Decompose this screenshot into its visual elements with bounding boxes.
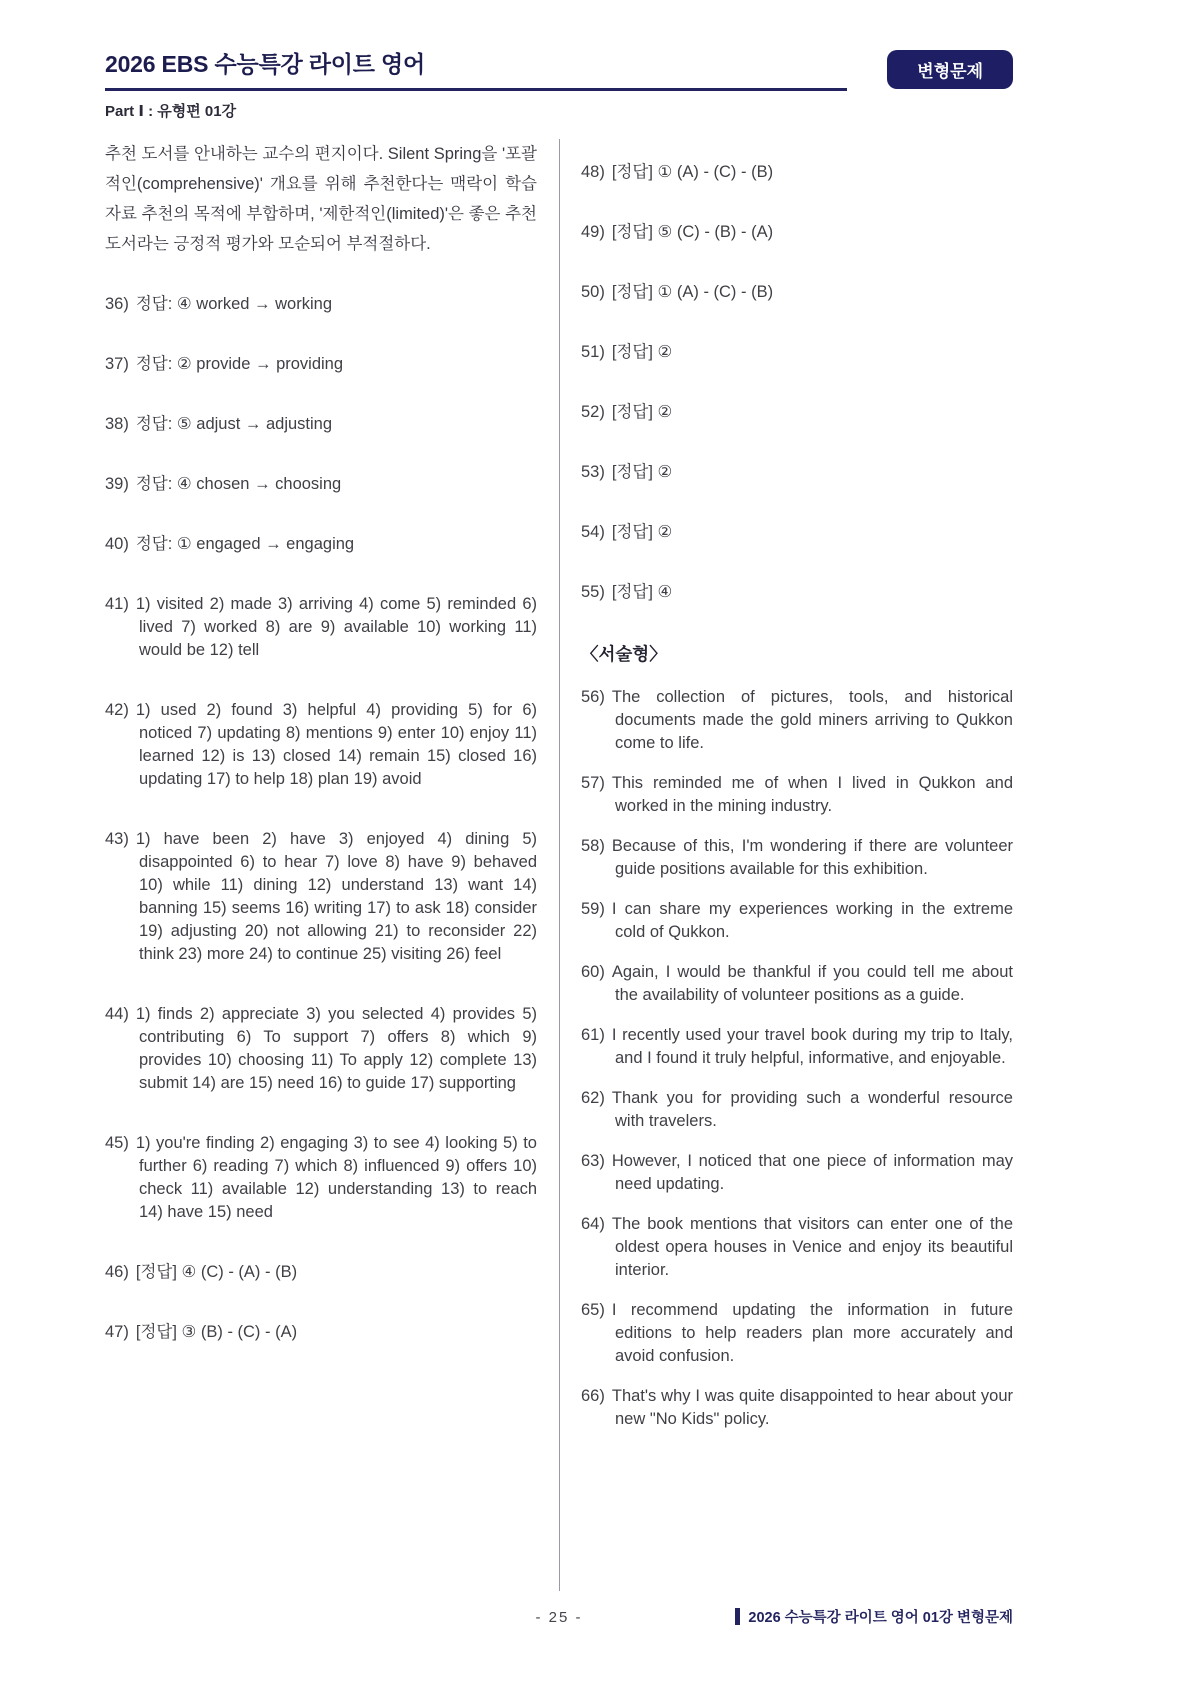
answer-text: Thank you for providing such a wonderful resource with travelers. [611,1089,1013,1130]
answer-text: I recommend updating the information in future editions to help readers plan more accurately and avoid confusion. [611,1301,1013,1365]
answer-item [105,533,537,556]
essay-answer-item [581,1087,1013,1133]
answer-text: This reminded me of when I lived in Qukkon and worked in the mining industry. [611,774,1013,815]
answer-item [581,581,1013,604]
answer-text: 정답: ④ chosen → choosing [135,475,342,493]
answer-text: Again, I would be thankful if you could tell me about the availability of volunteer positions as a guide. [611,963,1013,1004]
answer-number: 38) [105,415,129,433]
answer-number: 62) [581,1089,605,1107]
answer-text: [정답] ② [611,343,673,361]
answer-text: I recently used your travel book during my trip to Italy, and I found it truly helpful, informative, and enjoyable. [611,1026,1013,1067]
answer-number: 44) [105,1005,129,1023]
left-column [105,139,537,1599]
answer-item [581,401,1013,424]
answer-number: 54) [581,523,605,541]
essay-answer-item [581,898,1013,944]
answer-number: 46) [105,1263,129,1281]
answer-number: 39) [105,475,129,493]
answer-item [105,293,537,316]
answer-number: 37) [105,355,129,373]
essay-answer-item [581,686,1013,755]
answer-list-right [581,161,1013,604]
variant-problem-badge: 변형문제 [887,50,1013,89]
answer-number: 51) [581,343,605,361]
document-title: 2026 EBS 수능특강 라이트 영어 [105,51,425,77]
intro-explanation: 추천 도서를 안내하는 교수의 편지이다. Silent Spring을 '포괄적인(comprehensive)' 개요를 위해 추천한다는 맥락이 학습 자료 추천의 목적에 부합하며, '제한적인(limited)'은 좋은 추천 도서라는 긍정적 평가와 모순되어 부적절하다. [105,145,537,253]
answer-text: The collection of pictures, tools, and historical documents made the gold miners arriving to Qukkon come to life. [611,688,1013,752]
answer-item [105,699,537,791]
answer-text: 정답: ⑤ adjust → adjusting [135,415,333,433]
answer-text: [정답] ① (A) - (C) - (B) [611,163,774,181]
essay-answer-item [581,1024,1013,1070]
essay-answer-item [581,961,1013,1007]
answer-item [581,341,1013,364]
answer-item [581,521,1013,544]
essay-section-title: 〈서술형〉 [581,644,667,664]
answer-number: 49) [581,223,605,241]
answer-item [105,1132,537,1224]
answer-item [581,461,1013,484]
answer-number: 63) [581,1152,605,1170]
answer-item [105,473,537,496]
answer-text: [정답] ④ [611,583,673,601]
right-column [581,139,1013,1599]
answer-item [105,413,537,436]
answer-item [105,1003,537,1095]
answer-text: [정답] ⑤ (C) - (B) - (A) [611,223,774,241]
answer-item [581,221,1013,244]
answer-number: 40) [105,535,129,553]
answer-text: However, I noticed that one piece of information may need updating. [611,1152,1013,1193]
answer-text: 1) you're finding 2) engaging 3) to see 4) looking 5) to further 6) reading 7) which 8) influenced 9) offers 10) check 11) available 12) understanding 13) to reach 14) have 15) need [135,1134,537,1221]
answer-text: That's why I was quite disappointed to hear about your new "No Kids" policy. [611,1387,1013,1428]
column-divider [559,139,560,1591]
page-number: - 25 - [535,1609,583,1626]
answer-text: 1) visited 2) made 3) arriving 4) come 5) reminded 6) lived 7) worked 8) are 9) available 10) working 11) would be 12) tell [135,595,537,659]
answer-number: 47) [105,1323,129,1341]
content-columns [105,139,1013,1599]
answer-text: 정답: ② provide → providing [135,355,344,373]
essay-answer-item [581,835,1013,881]
answer-text: [정답] ② [611,523,673,541]
answer-number: 65) [581,1301,605,1319]
answer-item [105,1321,537,1344]
answer-text: [정답] ① (A) - (C) - (B) [611,283,774,301]
answer-number: 50) [581,283,605,301]
answer-text: 1) have been 2) have 3) enjoyed 4) dining 5) disappointed 6) to hear 7) love 8) have 9) behaved 10) while 11) dining 12) understand 13) want 14) banning 15) seems 16) writing 17) to ask 18) consider 19) adjusting 20) not allowing 21) to reconsider 22) think 23) more 24) to continue 25) visiting 26) feel [135,830,537,963]
answer-item [581,281,1013,304]
footer-label [735,1606,1013,1627]
answer-number: 66) [581,1387,605,1405]
essay-answer-item [581,772,1013,818]
answer-text: The book mentions that visitors can enter one of the oldest opera houses in Venice and enjoy its beautiful interior. [611,1215,1013,1279]
answer-list-left [105,293,537,1344]
answer-number: 60) [581,963,605,981]
answer-number: 48) [581,163,605,181]
answer-text: Because of this, I'm wondering if there are volunteer guide positions available for this exhibition. [611,837,1013,878]
title-underline [105,46,847,91]
essay-answer-item [581,1385,1013,1431]
essay-answer-list [581,686,1013,1431]
answer-item [105,1261,537,1284]
answer-text: I can share my experiences working in the extreme cold of Qukkon. [611,900,1013,941]
answer-number: 41) [105,595,129,613]
answer-text: 1) finds 2) appreciate 3) you selected 4) provides 5) contributing 6) To support 7) offers 8) which 9) provides 10) choosing 11) To apply 12) complete 13) submit 14) are 15) need 16) to guide 17) supporting [135,1005,537,1092]
footer-label-text: 2026 수능특강 라이트 영어 01강 변형문제 [748,1610,1013,1626]
answer-number: 57) [581,774,605,792]
answer-item [105,353,537,376]
answer-number: 56) [581,688,605,706]
essay-answer-item [581,1299,1013,1368]
answer-number: 42) [105,701,129,719]
answer-text: [정답] ④ (C) - (A) - (B) [135,1263,298,1281]
answer-number: 59) [581,900,605,918]
answer-number: 55) [581,583,605,601]
answer-item [105,828,537,966]
answer-text: [정답] ② [611,403,673,421]
header-row [105,46,1013,91]
essay-answer-item [581,1150,1013,1196]
answer-number: 61) [581,1026,605,1044]
part-label: Part Ⅰ : 유형편 01강 [105,103,237,120]
answer-item [105,593,537,662]
answer-number: 64) [581,1215,605,1233]
answer-text: [정답] ② [611,463,673,481]
page-header [105,46,1013,121]
answer-text: 정답: ④ worked → working [135,295,332,313]
answer-number: 52) [581,403,605,421]
answer-number: 58) [581,837,605,855]
answer-number: 45) [105,1134,129,1152]
answer-text: 정답: ① engaged → engaging [135,535,355,553]
answer-number: 36) [105,295,129,313]
answer-number: 53) [581,463,605,481]
answer-item [581,161,1013,184]
footer-bar-icon [735,1608,740,1625]
answer-number: 43) [105,830,129,848]
answer-text: [정답] ③ (B) - (C) - (A) [135,1323,298,1341]
answer-text: 1) used 2) found 3) helpful 4) providing 5) for 6) noticed 7) updating 8) mentions 9) enter 10) enjoy 11) learned 12) is 13) closed 14) remain 15) closed 16) updating 17) to help 18) plan 19) avoid [135,701,537,788]
essay-answer-item [581,1213,1013,1282]
column-gap [537,139,581,1599]
